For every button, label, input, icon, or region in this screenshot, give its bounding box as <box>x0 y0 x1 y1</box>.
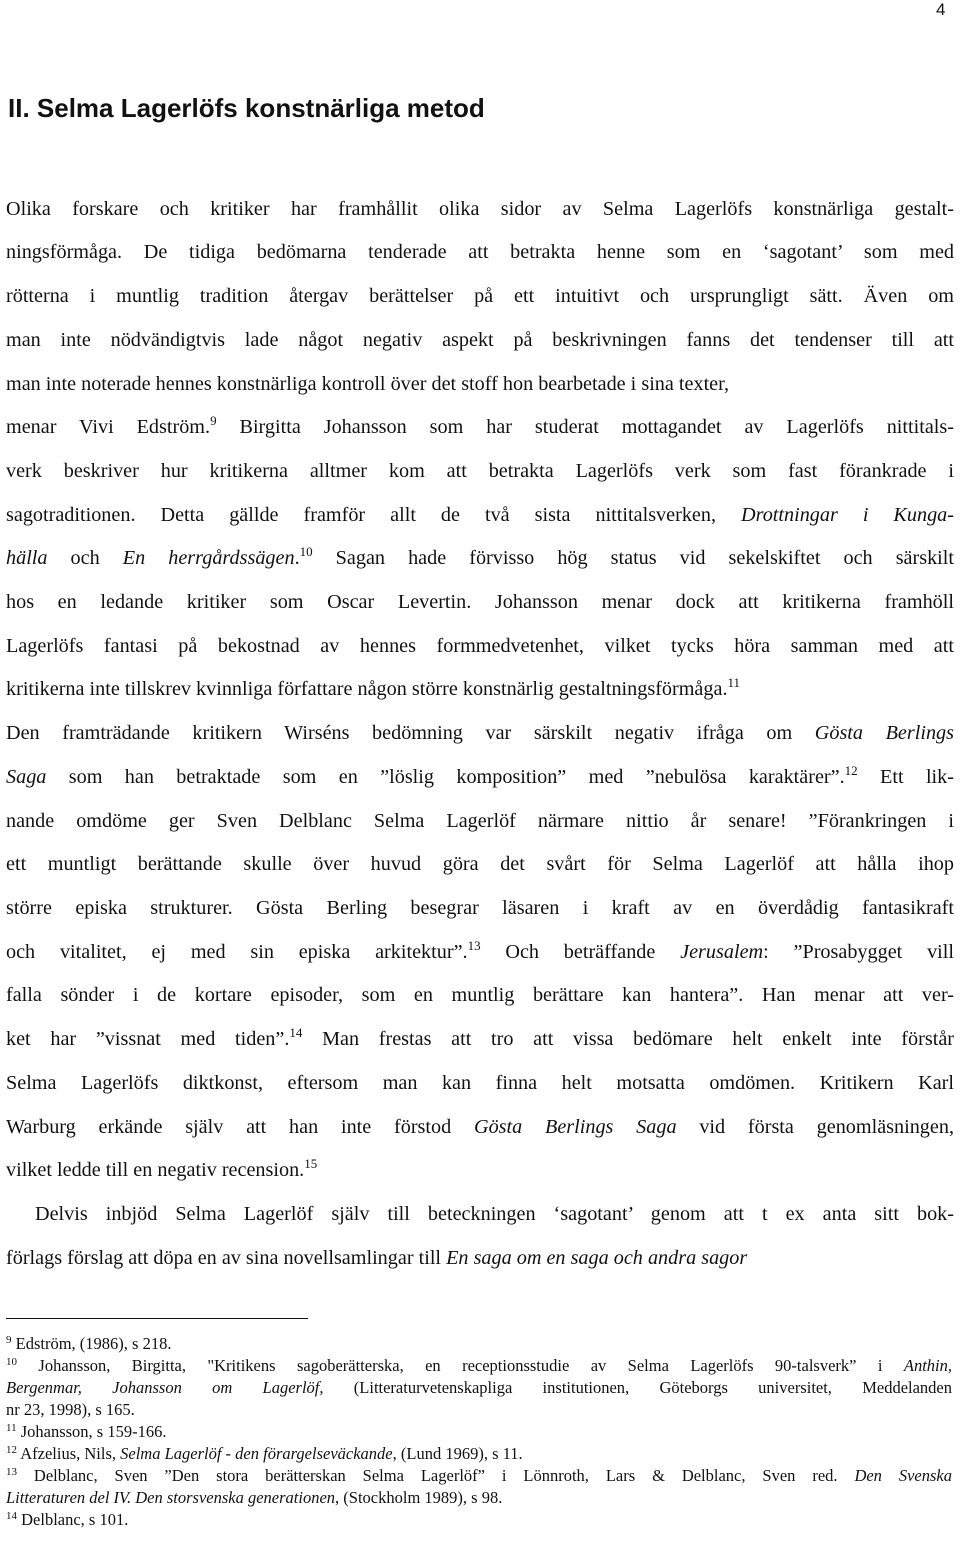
body-line: rötterna i muntlig tradition återgav berättelser på ett intuitivt och ursprungligt sätt. Även om <box>6 285 954 307</box>
footnote-cont: Bergenmar, Johansson om Lagerlöf, (Litteraturvetenskapliga institutionen, Göteborgs universitet, Meddelanden <box>6 1378 952 1397</box>
body-line: man inte nödvändigtvis lade något negativ aspekt på beskrivningen fanns det tendenser till att <box>6 329 954 351</box>
footnote: $^9$ Edström, (1986), s 218. <box>6 1334 172 1353</box>
body-line: verk beskriver hur kritikerna alltmer kom att betrakta Lagerlöfs verk som fast förankrade i <box>6 460 954 482</box>
body-line: Lagerlöfs fantasi på bekostnad av hennes formmedvetenhet, vilket tycks höra samman med att <box>6 635 954 657</box>
body-line: vilket ledde till en negativ recension.$^{15}$ <box>6 1156 318 1181</box>
body-line: ningsförmåga. De tidiga bedömarna tenderade att betrakta henne som en ‘sagotant’ som med <box>6 241 954 263</box>
body-line: ett muntligt berättande skulle över huvud göra det svårt för Selma Lagerlöf att hålla ihop <box>6 853 954 875</box>
body-line: Olika forskare och kritiker har framhållit olika sidor av Selma Lagerlöfs konstnärliga gestalt- <box>6 198 954 220</box>
body-line: Saga som han betraktade som en ”löslig komposition” med ”nebulösa karaktärer”.$^{12}$ Ett lik- <box>6 763 954 788</box>
footnote-ref: 9 <box>210 413 217 428</box>
footnote-ref: 13 <box>467 938 481 953</box>
footnote-cont: nr 23, 1998), s 165. <box>6 1400 135 1419</box>
body-line: falla sönder i de kortare episoder, som en muntlig berättare kan hantera”. Han menar att ver- <box>6 984 954 1006</box>
body-line: förlags förslag att döpa en av sina novellsamlingar till En saga om en saga och andra sagor <box>6 1247 748 1269</box>
section-heading: II. Selma Lagerlöfs konstnärliga metod <box>8 93 485 123</box>
footnote: $^{13}$ Delblanc, Sven ”Den stora berätterskan Selma Lagerlöf” i Lönnroth, Lars & Delblanc, Sven red. Den Svenska <box>6 1466 952 1485</box>
body-line: Den framträdande kritikern Wirséns bedömning var särskilt negativ ifråga om Gösta Berlings <box>6 722 955 744</box>
body-line: sagotraditionen. Detta gällde framför allt de två sista nittitalsverken, Drottningar i Kunga- <box>6 504 954 526</box>
footnote: $^{10}$ Johansson, Birgitta, "Kritikens sagoberätterska, en receptionsstudie av Selma Lagerlöfs 90-talsverk” i Anthin, <box>6 1356 952 1375</box>
body-line: ket har ”vissnat med tiden”.$^{14}$ Man frestas att tro att vissa bedömare helt enkelt inte förstår <box>6 1025 954 1050</box>
footnote-ref: 15 <box>304 1156 318 1171</box>
footnote-ref: 14 <box>289 1025 303 1040</box>
body-line: Selma Lagerlöfs diktkonst, eftersom man kan finna helt motsatta omdömen. Kritikern Karl <box>6 1072 954 1094</box>
body-line: nande omdöme ger Sven Delblanc Selma Lagerlöf närmare nittio år senare! ”Förankringen i <box>6 810 954 832</box>
body-line: hos en ledande kritiker som Oscar Levertin. Johansson menar dock att kritikerna framhöll <box>6 591 954 613</box>
footnote-ref: 11 <box>727 675 741 690</box>
footnote: $^{12}$ Afzelius, Nils, Selma Lagerlöf - den förargelseväckande, (Lund 1969), s 11. <box>6 1444 523 1463</box>
body-line: Delvis inbjöd Selma Lagerlöf själv till beteckningen ‘sagotant’ genom att t ex anta sitt bok- <box>35 1203 954 1225</box>
footnote: $^{11}$ Johansson, s 159-166. <box>6 1422 167 1441</box>
body-line: menar Vivi Edström.$^9$ Birgitta Johansson som har studerat mottagandet av Lagerlöfs nittitals- <box>6 413 954 438</box>
body-line: Warburg erkände själv att han inte förstod Gösta Berlings Saga vid första genomläsningen, <box>6 1116 955 1138</box>
page-number: 4 <box>936 0 946 19</box>
footnote-cont: Litteraturen del IV. Den storsvenska generationen, (Stockholm 1989), s 98. <box>6 1488 503 1507</box>
body-line: man inte noterade hennes konstnärliga kontroll över det stoff hon bearbetade i sina texter, <box>6 373 730 395</box>
body-line: och vitalitet, ej med sin episka arkitektur”.$^{13}$ Och beträffande Jerusalem: ”Prosabygget vill <box>6 938 954 963</box>
body-line: kritikerna inte tillskrev kvinnliga författare någon större konstnärlig gestaltningsförmåga.$^{11}$ <box>6 675 741 700</box>
footnote-ref: 10 <box>299 544 313 559</box>
footnote-ref: 12 <box>844 763 858 778</box>
body-line: större episka strukturer. Gösta Berling besegrar läsaren i kraft av en överdådig fantasikraft <box>6 897 954 919</box>
footnote: $^{14}$ Delblanc, s 101. <box>6 1510 129 1529</box>
body-line: hälla och En herrgårdssägen.$^{10}$ Sagan hade förvisso hög status vid sekelskiftet och särskilt <box>6 544 955 569</box>
footnote-divider <box>6 1318 308 1319</box>
